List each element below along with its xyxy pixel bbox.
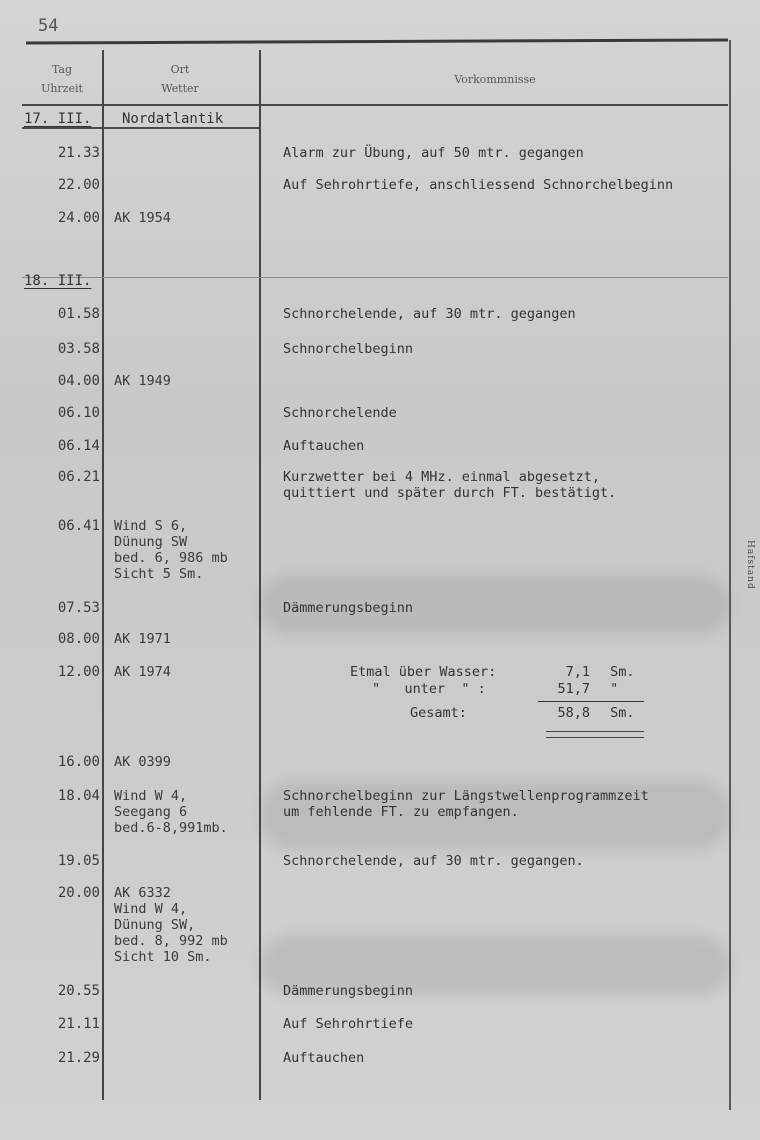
event: Schnorchelende, auf 30 mtr. gegangen xyxy=(283,306,576,322)
time: 21.33 xyxy=(57,145,100,161)
event: Schnorchelbeginn xyxy=(283,341,414,357)
ort-wetter: AK 1971 xyxy=(114,631,171,647)
header-tag-uhrzeit xyxy=(26,60,98,98)
time: 20.55 xyxy=(57,983,100,999)
event: Auf Sehrohrtiefe xyxy=(283,1016,414,1032)
event: Auftauchen xyxy=(283,1050,365,1066)
margin-stamp-text: Hafstand xyxy=(745,540,755,590)
time: 18.04 xyxy=(57,788,100,804)
header-ort-wetter xyxy=(110,60,250,98)
etmal-label: Etmal über Wasser: xyxy=(350,664,497,680)
location-nordatlantik xyxy=(104,111,260,127)
time: 04.00 xyxy=(57,373,100,389)
column-divider xyxy=(102,50,104,1100)
ort-wetter: Wind S 6, Dünung SW bed. 6, 986 mb Sicht 5 Sm. xyxy=(114,518,228,582)
etmal-unit: Sm. xyxy=(610,705,635,721)
etmal-label: Gesamt: xyxy=(410,705,467,721)
event: Auf Sehrohrtiefe, anschliessend Schnorchelbeginn xyxy=(283,177,674,193)
event: Dämmerungsbeginn xyxy=(283,983,414,999)
time: 21.29 xyxy=(57,1050,100,1066)
ort-wetter: AK 0399 xyxy=(114,754,171,770)
event: Schnorchelende, auf 30 mtr. gegangen. xyxy=(283,853,584,869)
time: 03.58 xyxy=(57,341,100,357)
sum-line xyxy=(538,701,644,702)
day-separator xyxy=(22,277,728,278)
time: 24.00 xyxy=(57,210,100,226)
date-underline xyxy=(22,127,102,129)
event: Schnorchelende xyxy=(283,405,397,421)
etmal-value: 51,7 xyxy=(557,681,590,697)
ort-wetter: AK 1949 xyxy=(114,373,171,389)
header-wetter: Wetter xyxy=(161,82,199,95)
time: 01.58 xyxy=(57,306,100,322)
etmal-value: 58,8 xyxy=(557,705,590,721)
time: 21.11 xyxy=(57,1016,100,1032)
etmal-unit: " xyxy=(610,681,619,697)
event: Kurzwetter bei 4 MHz. einmal abgesetzt, quittiert und später durch FT. bestätigt. xyxy=(283,469,617,501)
time: 19.05 xyxy=(57,853,100,869)
column-divider xyxy=(259,50,261,1100)
time: 06.10 xyxy=(57,405,100,421)
event: Alarm zur Übung, auf 50 mtr. gegangen xyxy=(283,145,584,161)
ort-wetter: Wind W 4, Seegang 6 bed.6-8,991mb. xyxy=(114,788,228,836)
double-underline xyxy=(546,731,644,738)
location-underline xyxy=(104,127,260,129)
top-rule xyxy=(26,38,728,44)
etmal-row xyxy=(350,664,650,681)
etmal-row xyxy=(350,681,650,698)
time: 20.00 xyxy=(57,885,100,901)
date-18-iii: 18. III. xyxy=(24,273,92,289)
etmal-unit: Sm. xyxy=(610,664,635,680)
time: 12.00 xyxy=(57,664,100,680)
location-label: Nordatlantik xyxy=(122,111,224,127)
right-margin-line xyxy=(729,40,731,1110)
header-rule xyxy=(22,104,728,106)
header-ort: Ort xyxy=(170,63,190,76)
ort-wetter: AK 6332 Wind W 4, Dünung SW, bed. 8, 992 mb Sicht 10 Sm. xyxy=(114,885,228,965)
etmal-row xyxy=(350,705,650,722)
ort-wetter: AK 1974 xyxy=(114,664,171,680)
event: Auftauchen xyxy=(283,438,365,454)
time: 22.00 xyxy=(57,177,100,193)
time: 07.53 xyxy=(57,600,100,616)
time: 06.41 xyxy=(57,518,100,534)
time: 06.14 xyxy=(57,438,100,454)
date-17-iii: 17. III. xyxy=(24,111,92,127)
etmal-label: " unter " : xyxy=(372,681,486,697)
etmal-summary xyxy=(350,664,650,722)
time: 06.21 xyxy=(57,469,100,485)
time: 08.00 xyxy=(57,631,100,647)
page-number: 54 xyxy=(38,16,59,36)
etmal-value: 7,1 xyxy=(565,664,590,680)
time: 16.00 xyxy=(57,754,100,770)
event: Schnorchelbeginn zur Längstwellenprogrammzeit um fehlende FT. zu empfangen. xyxy=(283,788,649,820)
event: Dämmerungsbeginn xyxy=(283,600,414,616)
header-uhrzeit: Uhrzeit xyxy=(41,82,83,95)
header-vorkommnisse: Vorkommnisse xyxy=(454,73,536,86)
ort-wetter: AK 1954 xyxy=(114,210,171,226)
header-tag: Tag xyxy=(51,63,73,76)
